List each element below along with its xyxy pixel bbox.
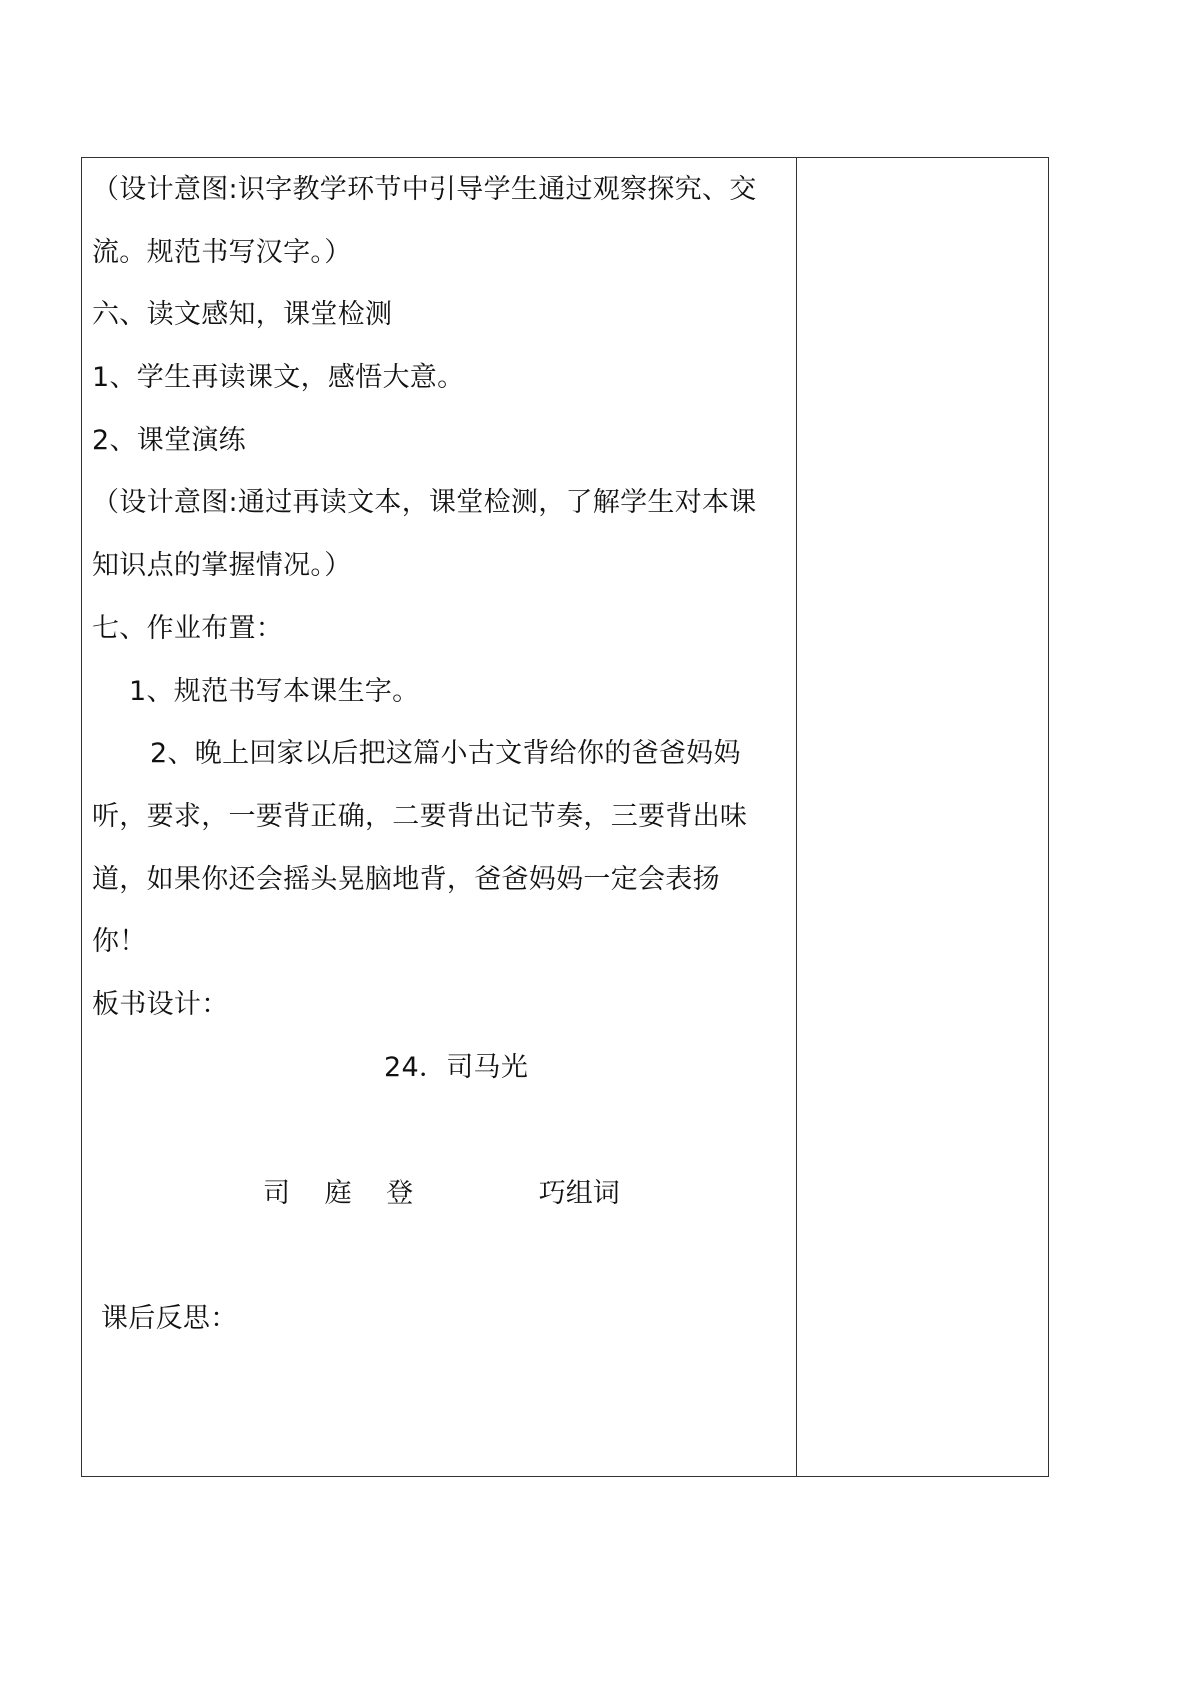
column-divider	[796, 158, 797, 1476]
board-char: 庭	[324, 1178, 352, 1209]
design-intent-line-2: 流。规范书写汉字。）	[92, 237, 352, 268]
board-char: 登	[386, 1178, 414, 1209]
section-heading-reading: 六、读文感知，课堂检测	[92, 299, 393, 330]
homework-item-2-line-3: 道，如果你还会摇头晃脑地背，爸爸妈妈一定会表扬	[92, 864, 720, 895]
reflection-label: 课后反思：	[101, 1303, 238, 1334]
homework-item-2-line-2: 听，要求，一要背正确，二要背出记节奏，三要背出味	[92, 801, 748, 832]
step-reread-text: 1、学生再读课文，感悟大意。	[92, 362, 465, 393]
section-heading-homework: 七、作业布置：	[92, 613, 284, 644]
design-intent-2-line-1: （设计意图:通过再读文本，课堂检测，了解学生对本课	[92, 487, 757, 518]
homework-item-2-line-4: 你！	[92, 926, 147, 957]
design-intent-line-1: （设计意图:识字教学环节中引导学生通过观察探究、交	[92, 174, 757, 205]
design-intent-2-line-2: 知识点的掌握情况。）	[92, 550, 352, 581]
board-characters-row	[263, 1176, 620, 1212]
notes-column	[798, 158, 1048, 1476]
board-char: 司	[263, 1178, 290, 1209]
homework-item-1: 1、规范书写本课生字。	[129, 676, 420, 707]
board-task: 巧组词	[538, 1178, 620, 1209]
step-class-practice: 2、课堂演练	[92, 425, 246, 456]
homework-item-2-line-1: 2、晚上回家以后把这篇小古文背给你的爸爸妈妈	[150, 738, 741, 769]
board-title: 24．司马光	[384, 1052, 529, 1083]
board-design-label: 板书设计：	[92, 989, 229, 1020]
lesson-plan-table	[81, 157, 1049, 1477]
